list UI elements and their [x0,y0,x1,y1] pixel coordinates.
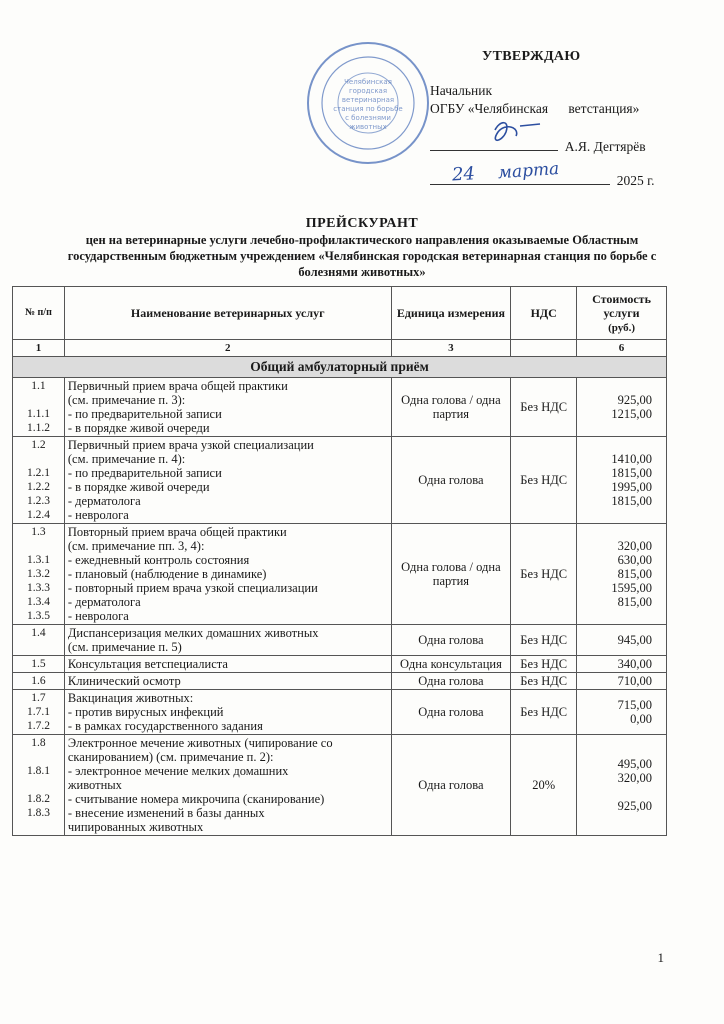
document-subtitle: цен на ветеринарные услуги лечебно-профилактического направления оказываемые Областным государственным бюджетным учреждением «Челябинская городская ветеринарная станция по борьбе с болезнями животных» [67,233,657,279]
service-name: Диспансеризация мелких домашних животных (см. примечание п. 5) [64,625,391,656]
approval-position: Начальник [430,83,493,98]
table-row [13,690,667,735]
service-price: 715,00 0,00 [577,690,667,735]
signature-line [430,136,670,156]
service-name: Первичный прием врача общей практики (см. примечание п. 3): - по предварительной записи - в порядке живой очереди [64,378,391,437]
svg-text:марта: марта [497,158,560,184]
table-row [13,625,667,656]
service-unit: Одна голова [391,673,511,690]
col-number: 2 [64,340,391,357]
service-unit: Одна голова [391,690,511,735]
col-number [511,340,577,357]
col-unit-header: Единица измерения [391,287,511,340]
service-vat: Без НДС [511,673,577,690]
col-name-header: Наименование ветеринарных услуг [64,287,391,340]
service-name: Электронное мечение животных (чипирование со сканированием) (см. примечание п. 2): - электронное мечение мелких домашних животных - считывание номера микрочипа (сканирование) - внесение изменений в базы данных чипированных животных [64,735,391,836]
service-name: Клинический осмотр [64,673,391,690]
service-name: Первичный прием врача узкой специализации (см. примечание п. 4): - по предварительной записи - в порядке живой очереди - дерматолога - невролога [64,437,391,524]
table-row [13,735,667,836]
row-number: 1.5 [13,656,65,673]
service-price: 925,00 1215,00 [577,378,667,437]
service-vat: 20% [511,735,577,836]
service-price: 1410,00 1815,00 1995,00 1815,00 [577,437,667,524]
svg-text:городская: городская [348,87,388,95]
table-row [13,437,667,524]
svg-text:животных: животных [349,123,387,131]
service-vat: Без НДС [511,656,577,673]
service-vat: Без НДС [511,524,577,625]
table-row [13,673,667,690]
service-vat: Без НДС [511,690,577,735]
service-name: Консультация ветспециалиста [64,656,391,673]
service-vat: Без НДС [511,437,577,524]
service-price: 945,00 [577,625,667,656]
service-vat: Без НДС [511,378,577,437]
svg-text:24: 24 [451,163,476,186]
service-name: Вакцинация животных: - против вирусных инфекций - в рамках государственного задания [64,690,391,735]
col-price-header: Стоимость услуги (руб.) [577,287,667,340]
table-header-row [13,287,667,340]
svg-text:Челябинская: Челябинская [344,78,392,86]
svg-text:ветеринарная: ветеринарная [341,96,395,104]
row-number: 1.8 1.8.1 1.8.2 1.8.3 [13,735,65,836]
page-number: 1 [657,950,664,965]
svg-text:с болезнями: с болезнями [345,114,391,122]
service-unit: Одна голова / одна партия [391,378,511,437]
service-price: 320,00 630,00 815,00 1595,00 815,00 [577,524,667,625]
row-number: 1.4 [13,625,65,656]
approval-block [430,48,670,190]
service-price: 495,00 320,00 925,00 [577,735,667,836]
col-number: 6 [577,340,667,357]
table-row [13,656,667,673]
document-title: ПРЕЙСКУРАНТ [305,216,419,231]
row-number: 1.3 1.3.1 1.3.2 1.3.3 1.3.4 1.3.5 [13,524,65,625]
official-seal [305,40,431,166]
table-row [13,378,667,437]
column-number-row [13,340,667,357]
col-vat-header: НДС [511,287,577,340]
row-number: 1.7 1.7.1 1.7.2 [13,690,65,735]
col-num-header: № п/п [13,287,65,340]
col-number: 3 [391,340,511,357]
approval-heading: УТВЕРЖДАЮ [482,49,581,64]
service-name: Повторный прием врача общей практики (см. примечание пп. 3, 4): - ежедневный контроль состояния - плановый (наблюдение в динамике) - повторный прием врача узкой специализации - дерматолога - невролога [64,524,391,625]
service-unit: Одна голова [391,625,511,656]
service-unit: Одна голова / одна партия [391,524,511,625]
approval-year: 2025 г. [616,173,655,188]
approval-org: ОГБУ «Челябинская ветстанция» [430,101,640,116]
row-number: 1.6 [13,673,65,690]
price-table [12,286,667,836]
service-unit: Одна голова [391,735,511,836]
row-number: 1.1 1.1.1 1.1.2 [13,378,65,437]
svg-text:станция по борьбе: станция по борьбе [333,105,403,113]
table-row [13,524,667,625]
service-unit: Одна голова [391,437,511,524]
signer-name: А.Я. Дегтярёв [564,139,646,154]
service-vat: Без НДС [511,625,577,656]
service-price: 340,00 [577,656,667,673]
section-header-row [13,357,667,378]
service-unit: Одна консультация [391,656,511,673]
section-title: Общий амбулаторный приём [13,357,667,378]
service-price: 710,00 [577,673,667,690]
date-line [430,170,670,190]
col-number: 1 [13,340,65,357]
row-number: 1.2 1.2.1 1.2.2 1.2.3 1.2.4 [13,437,65,524]
